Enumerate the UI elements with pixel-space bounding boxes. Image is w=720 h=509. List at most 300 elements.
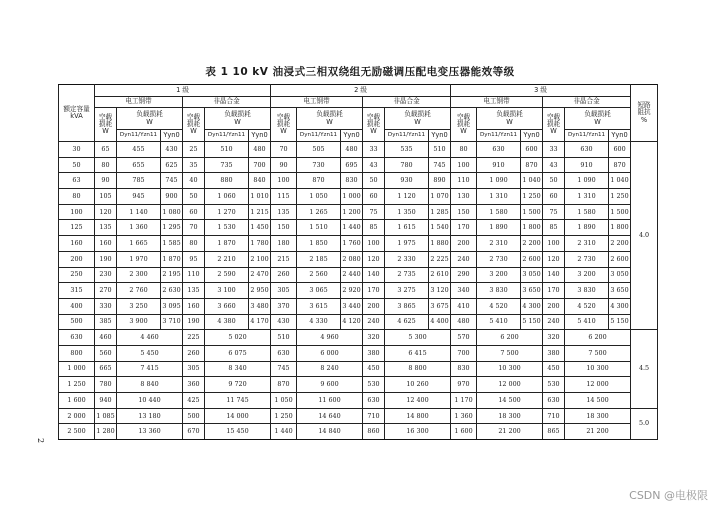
load-loss-yyn0-cell: 1 440 (341, 220, 363, 236)
load-loss-yyn0-cell: 2 950 (249, 283, 271, 299)
load-loss-dyn11-cell: 4 380 (205, 314, 249, 330)
load-loss-yyn0-cell: 4 400 (429, 314, 451, 330)
connection-dyn11-header: Dyn11/Yzn11 (297, 130, 341, 142)
table-row (59, 267, 658, 283)
load-loss-yyn0-cell: 3 440 (341, 298, 363, 314)
load-loss-header: 负载损耗 W (117, 108, 183, 130)
steel-header: 电工钢带 (271, 97, 363, 108)
table-row (59, 283, 658, 299)
noload-loss-cell: 90 (95, 173, 117, 189)
table-row (59, 408, 658, 424)
noload-loss-cell: 870 (271, 377, 297, 393)
load-loss-yyn0-cell: 1 000 (341, 189, 363, 205)
noload-loss-cell: 320 (363, 330, 385, 346)
load-loss-yyn0-cell: 1 250 (521, 189, 543, 205)
load-loss-dyn11-cell: 1 510 (297, 220, 341, 236)
noload-loss-cell: 80 (95, 157, 117, 173)
capacity-cell: 50 (59, 157, 95, 173)
load-loss-cell: 6 000 (297, 345, 363, 361)
load-loss-dyn11-cell: 535 (385, 142, 429, 158)
connection-dyn11-header: Dyn11/Yzn11 (205, 130, 249, 142)
load-loss-dyn11-cell: 1 310 (477, 189, 521, 205)
noload-loss-cell: 110 (183, 267, 205, 283)
noload-loss-cell: 380 (363, 345, 385, 361)
table-row (59, 424, 658, 440)
noload-loss-cell: 80 (451, 142, 477, 158)
load-loss-yyn0-cell: 3 650 (521, 283, 543, 299)
noload-loss-cell: 240 (363, 314, 385, 330)
noload-loss-cell: 70 (183, 220, 205, 236)
noload-loss-cell: 140 (363, 267, 385, 283)
noload-loss-cell: 330 (95, 298, 117, 314)
noload-loss-cell: 510 (271, 330, 297, 346)
load-loss-yyn0-cell: 2 440 (341, 267, 363, 283)
load-loss-dyn11-cell: 3 275 (385, 283, 429, 299)
noload-loss-cell: 270 (95, 283, 117, 299)
noload-loss-cell: 1 280 (95, 424, 117, 440)
capacity-cell: 125 (59, 220, 95, 236)
load-loss-dyn11-cell: 1 265 (297, 204, 341, 220)
load-loss-dyn11-cell: 2 590 (205, 267, 249, 283)
load-loss-yyn0-cell: 1 500 (609, 204, 631, 220)
noload-loss-cell: 865 (543, 424, 565, 440)
capacity-cell: 500 (59, 314, 95, 330)
load-loss-yyn0-cell: 4 120 (341, 314, 363, 330)
capacity-cell: 2 000 (59, 408, 95, 424)
grade-1-header: 1 级 (95, 85, 271, 97)
page-side-mark: 2 (36, 437, 46, 444)
noload-loss-cell: 460 (95, 330, 117, 346)
load-loss-yyn0-cell: 1 500 (521, 204, 543, 220)
noload-loss-cell: 120 (363, 251, 385, 267)
load-loss-yyn0-cell: 2 470 (249, 267, 271, 283)
load-loss-yyn0-cell: 1 285 (429, 204, 451, 220)
load-loss-yyn0-cell: 870 (521, 157, 543, 173)
load-loss-yyn0-cell: 1 215 (249, 204, 271, 220)
noload-loss-cell: 35 (183, 157, 205, 173)
load-loss-cell: 14 840 (297, 424, 363, 440)
load-loss-yyn0-cell: 4 170 (249, 314, 271, 330)
noload-loss-cell: 340 (451, 283, 477, 299)
alloy-header: 非晶合金 (183, 97, 271, 108)
load-loss-cell: 9 720 (205, 377, 271, 393)
noload-loss-cell: 43 (543, 157, 565, 173)
load-loss-dyn11-cell: 870 (297, 173, 341, 189)
noload-loss-cell: 135 (183, 283, 205, 299)
load-loss-dyn11-cell: 4 330 (297, 314, 341, 330)
load-loss-cell: 5 450 (117, 345, 183, 361)
load-loss-dyn11-cell: 1 580 (565, 204, 609, 220)
load-loss-yyn0-cell: 4 300 (521, 298, 543, 314)
noload-loss-cell: 385 (95, 314, 117, 330)
load-loss-header: 负载损耗 W (205, 108, 271, 130)
noload-loss-cell: 70 (271, 142, 297, 158)
load-loss-yyn0-cell: 3 710 (161, 314, 183, 330)
noload-loss-cell: 130 (451, 189, 477, 205)
load-loss-dyn11-cell: 2 730 (477, 251, 521, 267)
noload-loss-cell: 630 (543, 393, 565, 409)
table-row (59, 236, 658, 252)
load-loss-cell: 21 200 (565, 424, 631, 440)
connection-dyn11-header: Dyn11/Yzn11 (565, 130, 609, 142)
noload-loss-cell: 630 (271, 345, 297, 361)
load-loss-dyn11-cell: 1 890 (565, 220, 609, 236)
load-loss-yyn0-cell: 2 225 (429, 251, 451, 267)
load-loss-yyn0-cell: 5 150 (609, 314, 631, 330)
load-loss-yyn0-cell: 3 120 (429, 283, 451, 299)
noload-loss-cell: 100 (271, 173, 297, 189)
noload-loss-cell: 190 (183, 314, 205, 330)
load-loss-dyn11-cell: 5 410 (565, 314, 609, 330)
noload-loss-cell: 43 (363, 157, 385, 173)
noload-loss-cell: 305 (183, 361, 205, 377)
load-loss-yyn0-cell: 1 880 (429, 236, 451, 252)
load-loss-cell: 11 745 (205, 393, 271, 409)
capacity-cell: 200 (59, 251, 95, 267)
noload-loss-cell: 260 (183, 345, 205, 361)
noload-loss-cell: 860 (363, 424, 385, 440)
load-loss-yyn0-cell: 2 195 (161, 267, 183, 283)
load-loss-yyn0-cell: 1 800 (521, 220, 543, 236)
capacity-cell: 315 (59, 283, 95, 299)
table-row (59, 330, 658, 346)
load-loss-dyn11-cell: 910 (477, 157, 521, 173)
capacity-cell: 80 (59, 189, 95, 205)
load-loss-dyn11-cell: 1 090 (565, 173, 609, 189)
load-loss-yyn0-cell: 3 675 (429, 298, 451, 314)
noload-loss-cell: 105 (95, 189, 117, 205)
load-loss-dyn11-cell: 3 100 (205, 283, 249, 299)
load-loss-dyn11-cell: 2 735 (385, 267, 429, 283)
load-loss-yyn0-cell: 2 080 (341, 251, 363, 267)
noload-loss-cell: 50 (183, 189, 205, 205)
noload-loss-cell: 240 (543, 314, 565, 330)
load-loss-dyn11-cell: 3 865 (385, 298, 429, 314)
table-row (59, 251, 658, 267)
load-loss-cell: 8 240 (297, 361, 363, 377)
load-loss-dyn11-cell: 910 (565, 157, 609, 173)
noload-loss-cell: 25 (183, 142, 205, 158)
noload-loss-cell: 530 (543, 377, 565, 393)
noload-loss-cell: 830 (451, 361, 477, 377)
table-row (59, 361, 658, 377)
load-loss-cell: 12 000 (477, 377, 543, 393)
noload-loss-cell: 170 (363, 283, 385, 299)
load-loss-yyn0-cell: 4 300 (609, 298, 631, 314)
load-loss-yyn0-cell: 3 050 (609, 267, 631, 283)
load-loss-dyn11-cell: 1 350 (385, 204, 429, 220)
noload-loss-cell: 710 (543, 408, 565, 424)
capacity-cell: 1 600 (59, 393, 95, 409)
load-loss-cell: 8 340 (205, 361, 271, 377)
load-loss-yyn0-cell: 1 200 (341, 204, 363, 220)
noload-loss-cell: 380 (543, 345, 565, 361)
load-loss-cell: 10 440 (117, 393, 183, 409)
load-loss-dyn11-cell: 2 760 (117, 283, 161, 299)
noload-loss-cell: 135 (271, 204, 297, 220)
load-loss-yyn0-cell: 1 040 (521, 173, 543, 189)
load-loss-dyn11-cell: 5 410 (477, 314, 521, 330)
load-loss-yyn0-cell: 2 600 (609, 251, 631, 267)
noload-loss-cell: 140 (543, 267, 565, 283)
grade-3-header: 3 级 (451, 85, 631, 97)
load-loss-cell: 4 960 (297, 330, 363, 346)
noload-loss-cell: 530 (363, 377, 385, 393)
load-loss-cell: 14 640 (297, 408, 363, 424)
load-loss-dyn11-cell: 2 185 (297, 251, 341, 267)
noload-loss-cell: 450 (363, 361, 385, 377)
load-loss-yyn0-cell: 5 150 (521, 314, 543, 330)
table-row (59, 377, 658, 393)
load-loss-yyn0-cell: 2 600 (521, 251, 543, 267)
load-loss-yyn0-cell: 3 050 (521, 267, 543, 283)
load-loss-yyn0-cell: 1 450 (249, 220, 271, 236)
noload-loss-cell: 85 (543, 220, 565, 236)
load-loss-cell: 7 415 (117, 361, 183, 377)
noload-loss-cell: 33 (543, 142, 565, 158)
alloy-header: 非晶合金 (363, 97, 451, 108)
load-loss-yyn0-cell: 890 (429, 173, 451, 189)
load-loss-dyn11-cell: 3 200 (565, 267, 609, 283)
load-loss-dyn11-cell: 1 310 (565, 189, 609, 205)
noload-loss-cell: 1 250 (271, 408, 297, 424)
load-loss-dyn11-cell: 2 310 (477, 236, 521, 252)
load-loss-yyn0-cell: 480 (341, 142, 363, 158)
noload-loss-cell: 33 (363, 142, 385, 158)
load-loss-yyn0-cell: 1 585 (161, 236, 183, 252)
capacity-cell: 630 (59, 330, 95, 346)
noload-loss-cell: 180 (271, 236, 297, 252)
load-loss-cell: 7 500 (565, 345, 631, 361)
load-loss-cell: 14 800 (385, 408, 451, 424)
load-loss-dyn11-cell: 655 (117, 157, 161, 173)
noload-loss-cell: 970 (451, 377, 477, 393)
load-loss-yyn0-cell: 2 200 (521, 236, 543, 252)
load-loss-dyn11-cell: 1 970 (117, 251, 161, 267)
noload-loss-cell: 170 (451, 220, 477, 236)
load-loss-yyn0-cell: 830 (341, 173, 363, 189)
table-row (59, 204, 658, 220)
capacity-cell: 63 (59, 173, 95, 189)
table-title: 表 1 10 kV 油浸式三相双绕组无励磁调压配电变压器能效等级 (205, 66, 515, 78)
load-loss-dyn11-cell: 1 890 (477, 220, 521, 236)
noload-loss-cell: 1 360 (451, 408, 477, 424)
load-loss-yyn0-cell: 480 (249, 142, 271, 158)
noload-loss-cell: 230 (95, 267, 117, 283)
load-loss-dyn11-cell: 455 (117, 142, 161, 158)
load-loss-cell: 9 600 (297, 377, 363, 393)
load-loss-dyn11-cell: 2 300 (117, 267, 161, 283)
load-loss-dyn11-cell: 630 (477, 142, 521, 158)
noload-loss-cell: 370 (271, 298, 297, 314)
noload-loss-cell: 135 (95, 220, 117, 236)
load-loss-dyn11-cell: 780 (385, 157, 429, 173)
load-loss-cell: 10 260 (385, 377, 451, 393)
noload-loss-cell: 90 (271, 157, 297, 173)
load-loss-yyn0-cell: 3 095 (161, 298, 183, 314)
table-row (59, 220, 658, 236)
load-loss-dyn11-cell: 2 330 (385, 251, 429, 267)
noload-loss-cell: 60 (543, 189, 565, 205)
load-loss-yyn0-cell: 745 (429, 157, 451, 173)
load-loss-yyn0-cell: 1 870 (161, 251, 183, 267)
load-loss-dyn11-cell: 1 090 (477, 173, 521, 189)
noload-loss-cell: 100 (363, 236, 385, 252)
load-loss-dyn11-cell: 3 250 (117, 298, 161, 314)
load-loss-dyn11-cell: 3 830 (477, 283, 521, 299)
load-loss-cell: 14 500 (477, 393, 543, 409)
load-loss-dyn11-cell: 1 270 (205, 204, 249, 220)
load-loss-cell: 6 200 (565, 330, 631, 346)
load-loss-dyn11-cell: 930 (385, 173, 429, 189)
noload-loss-cell: 1 050 (271, 393, 297, 409)
noload-loss-cell: 200 (451, 236, 477, 252)
connection-yyn0-header: Yyn0 (341, 130, 363, 142)
capacity-cell: 800 (59, 345, 95, 361)
capacity-header: 额定容量 kVA (59, 85, 95, 142)
load-loss-cell: 18 300 (565, 408, 631, 424)
load-loss-dyn11-cell: 1 975 (385, 236, 429, 252)
noload-loss-cell: 200 (363, 298, 385, 314)
load-loss-dyn11-cell: 1 870 (205, 236, 249, 252)
load-loss-yyn0-cell: 625 (161, 157, 183, 173)
table-row (59, 189, 658, 205)
table-row (59, 345, 658, 361)
noload-loss-cell: 700 (451, 345, 477, 361)
noload-loss-cell: 745 (271, 361, 297, 377)
connection-dyn11-header: Dyn11/Yzn11 (477, 130, 521, 142)
noload-loss-cell: 665 (95, 361, 117, 377)
table-row (59, 314, 658, 330)
load-loss-dyn11-cell: 1 050 (297, 189, 341, 205)
load-loss-dyn11-cell: 1 530 (205, 220, 249, 236)
load-loss-cell: 12 000 (565, 377, 631, 393)
alloy-header: 非晶合金 (543, 97, 631, 108)
capacity-cell: 100 (59, 204, 95, 220)
noload-loss-cell: 95 (183, 251, 205, 267)
noload-loss-cell: 110 (451, 173, 477, 189)
noload-loss-cell: 1 085 (95, 408, 117, 424)
connection-yyn0-header: Yyn0 (429, 130, 451, 142)
table-row (59, 393, 658, 409)
load-loss-yyn0-cell: 2 630 (161, 283, 183, 299)
noload-loss-cell: 40 (183, 173, 205, 189)
load-loss-yyn0-cell: 840 (249, 173, 271, 189)
noload-loss-header: 空载 损耗 W (271, 108, 297, 142)
noload-loss-cell: 100 (543, 236, 565, 252)
connection-yyn0-header: Yyn0 (249, 130, 271, 142)
noload-loss-cell: 75 (363, 204, 385, 220)
load-loss-cell: 6 200 (477, 330, 543, 346)
noload-loss-cell: 450 (543, 361, 565, 377)
load-loss-dyn11-cell: 3 830 (565, 283, 609, 299)
load-loss-yyn0-cell: 510 (429, 142, 451, 158)
load-loss-dyn11-cell: 945 (117, 189, 161, 205)
capacity-cell: 2 500 (59, 424, 95, 440)
load-loss-dyn11-cell: 3 065 (297, 283, 341, 299)
load-loss-cell: 18 300 (477, 408, 543, 424)
noload-loss-cell: 305 (271, 283, 297, 299)
load-loss-dyn11-cell: 2 730 (565, 251, 609, 267)
noload-loss-cell: 630 (363, 393, 385, 409)
noload-loss-cell: 320 (543, 330, 565, 346)
noload-loss-cell: 120 (543, 251, 565, 267)
noload-loss-cell: 190 (95, 251, 117, 267)
impedance-cell: 4.0 (631, 142, 658, 330)
load-loss-dyn11-cell: 1 060 (205, 189, 249, 205)
load-loss-yyn0-cell: 2 100 (249, 251, 271, 267)
load-loss-dyn11-cell: 4 625 (385, 314, 429, 330)
load-loss-yyn0-cell: 2 610 (429, 267, 451, 283)
noload-loss-cell: 80 (183, 236, 205, 252)
noload-loss-cell: 160 (183, 298, 205, 314)
steel-header: 电工钢带 (95, 97, 183, 108)
capacity-cell: 250 (59, 267, 95, 283)
noload-loss-cell: 1 440 (271, 424, 297, 440)
load-loss-yyn0-cell: 700 (249, 157, 271, 173)
connection-yyn0-header: Yyn0 (161, 130, 183, 142)
connection-yyn0-header: Yyn0 (521, 130, 543, 142)
steel-header: 电工钢带 (451, 97, 543, 108)
load-loss-header: 负载损耗 W (385, 108, 451, 130)
noload-loss-cell: 240 (451, 251, 477, 267)
load-loss-dyn11-cell: 1 850 (297, 236, 341, 252)
load-loss-yyn0-cell: 745 (161, 173, 183, 189)
load-loss-yyn0-cell: 1 040 (609, 173, 631, 189)
noload-loss-cell: 570 (451, 330, 477, 346)
noload-loss-cell: 160 (95, 236, 117, 252)
load-loss-dyn11-cell: 1 120 (385, 189, 429, 205)
load-loss-dyn11-cell: 730 (297, 157, 341, 173)
load-loss-yyn0-cell: 900 (161, 189, 183, 205)
noload-loss-cell: 500 (183, 408, 205, 424)
noload-loss-cell: 215 (271, 251, 297, 267)
noload-loss-cell: 60 (363, 189, 385, 205)
load-loss-cell: 5 020 (205, 330, 271, 346)
load-loss-dyn11-cell: 1 665 (117, 236, 161, 252)
table-row (59, 298, 658, 314)
noload-loss-header: 空载 损耗 W (543, 108, 565, 142)
load-loss-cell: 11 600 (297, 393, 363, 409)
load-loss-cell: 12 400 (385, 393, 451, 409)
load-loss-cell: 16 300 (385, 424, 451, 440)
load-loss-dyn11-cell: 1 360 (117, 220, 161, 236)
noload-loss-cell: 120 (95, 204, 117, 220)
capacity-cell: 160 (59, 236, 95, 252)
connection-dyn11-header: Dyn11/Yzn11 (385, 130, 429, 142)
noload-loss-cell: 410 (451, 298, 477, 314)
load-loss-yyn0-cell: 1 070 (429, 189, 451, 205)
noload-loss-header: 空载 损耗 W (451, 108, 477, 142)
noload-loss-cell: 560 (95, 345, 117, 361)
load-loss-cell: 4 460 (117, 330, 183, 346)
noload-loss-cell: 50 (363, 173, 385, 189)
load-loss-cell: 21 200 (477, 424, 543, 440)
noload-loss-cell: 150 (451, 204, 477, 220)
load-loss-dyn11-cell: 3 200 (477, 267, 521, 283)
load-loss-yyn0-cell: 1 080 (161, 204, 183, 220)
table-row (59, 142, 658, 158)
capacity-cell: 400 (59, 298, 95, 314)
load-loss-yyn0-cell: 3 650 (609, 283, 631, 299)
load-loss-yyn0-cell: 600 (609, 142, 631, 158)
load-loss-header: 负载损耗 W (565, 108, 631, 130)
noload-loss-cell: 115 (271, 189, 297, 205)
connection-yyn0-header: Yyn0 (609, 130, 631, 142)
load-loss-yyn0-cell: 1 250 (609, 189, 631, 205)
capacity-cell: 1 000 (59, 361, 95, 377)
load-loss-dyn11-cell: 3 660 (205, 298, 249, 314)
